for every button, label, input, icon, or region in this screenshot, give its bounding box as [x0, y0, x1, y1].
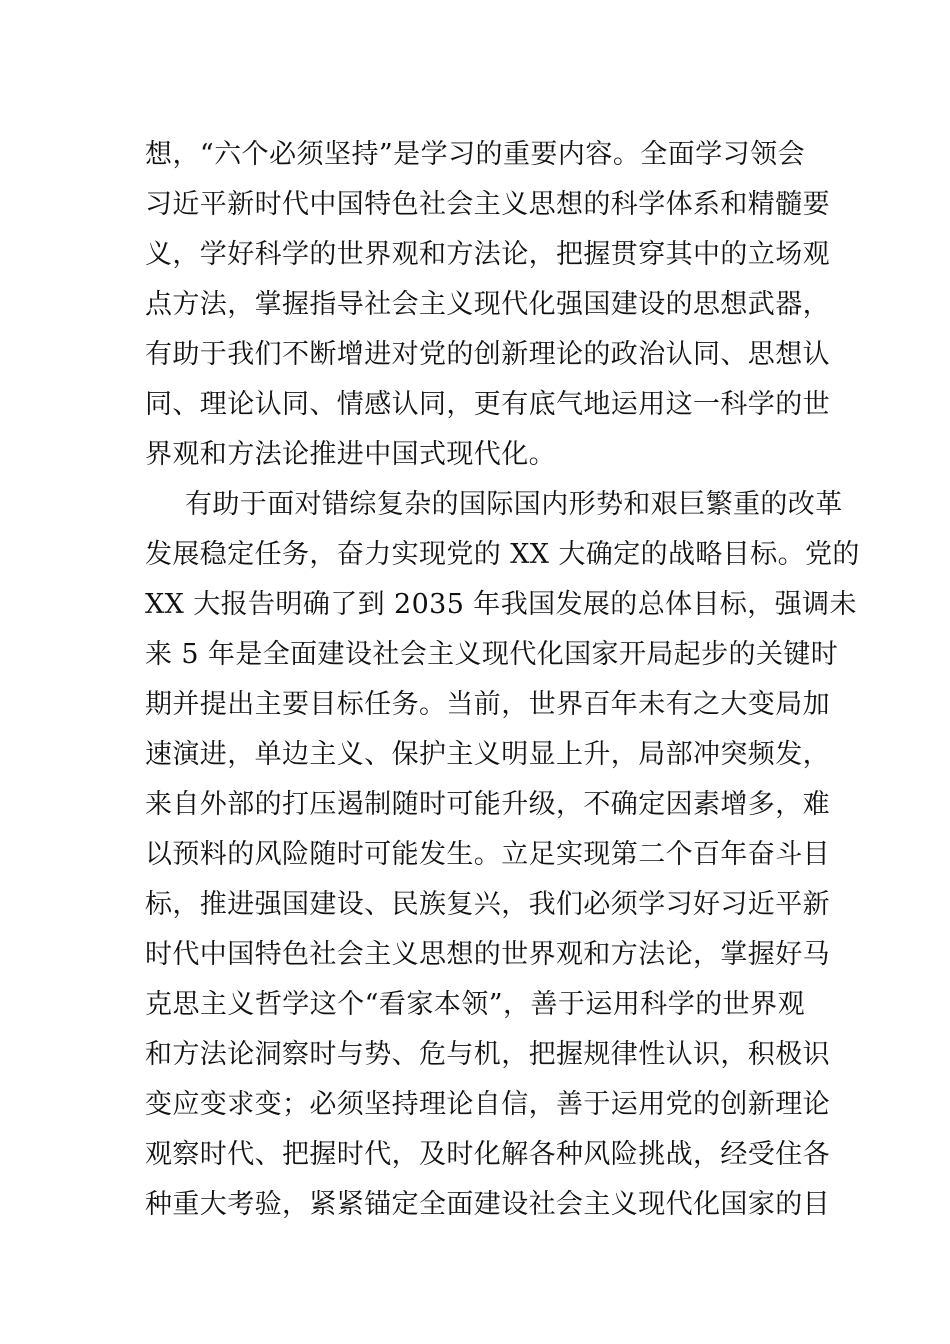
text-line: 习近平新时代中国特色社会主义思想的科学体系和精髓要: [145, 189, 830, 220]
text-line-paragraph-start: 有助于面对错综复杂的国际国内形势和艰巨繁重的改革: [185, 489, 843, 520]
text-line: 来 5 年是全面建设社会主义现代化国家开局起步的关键时: [145, 639, 839, 670]
text-line: 有助于我们不断增进对党的创新理论的政治认同、思想认: [145, 339, 830, 370]
text-line: 速演进，单边主义、保护主义明显上升，局部冲突频发，: [145, 739, 830, 770]
text-line: 变应变求变；必须坚持理论自信，善于运用党的创新理论: [145, 1089, 830, 1120]
text-line: 期并提出主要目标任务。当前，世界百年未有之大变局加: [145, 689, 830, 720]
text-line: 观察时代、把握时代，及时化解各种风险挑战，经受住各: [145, 1139, 830, 1170]
text-line: 发展稳定任务，奋力实现党的 XX 大确定的战略目标。党的: [145, 539, 860, 570]
text-line-paragraph-end: 界观和方法论推进中国式现代化。: [145, 439, 556, 470]
document-body: [145, 130, 860, 1230]
text-line: 以预料的风险随时可能发生。立足实现第二个百年奋斗目: [145, 839, 830, 870]
text-line: 点方法，掌握指导社会主义现代化强国建设的思想武器，: [145, 289, 830, 320]
text-line: 来自外部的打压遏制随时可能升级，不确定因素增多，难: [145, 789, 830, 820]
text-line: 时代中国特色社会主义思想的世界观和方法论，掌握好马: [145, 939, 830, 970]
text-line: 和方法论洞察时与势、危与机，把握规律性认识，积极识: [145, 1039, 830, 1070]
text-line: 想，“六个必须坚持”是学习的重要内容。全面学习领会: [145, 139, 805, 170]
text-line: 标，推进强国建设、民族复兴，我们必须学习好习近平新: [145, 889, 830, 920]
text-line: 种重大考验，紧紧锚定全面建设社会主义现代化国家的目: [145, 1189, 830, 1220]
text-line: 同、理论认同、情感认同，更有底气地运用这一科学的世: [145, 389, 830, 420]
text-line: XX 大报告明确了到 2035 年我国发展的总体目标，强调未: [145, 589, 857, 620]
text-line: 克思主义哲学这个“看家本领”，善于运用科学的世界观: [145, 989, 805, 1020]
text-line: 义，学好科学的世界观和方法论，把握贯穿其中的立场观: [145, 239, 830, 270]
